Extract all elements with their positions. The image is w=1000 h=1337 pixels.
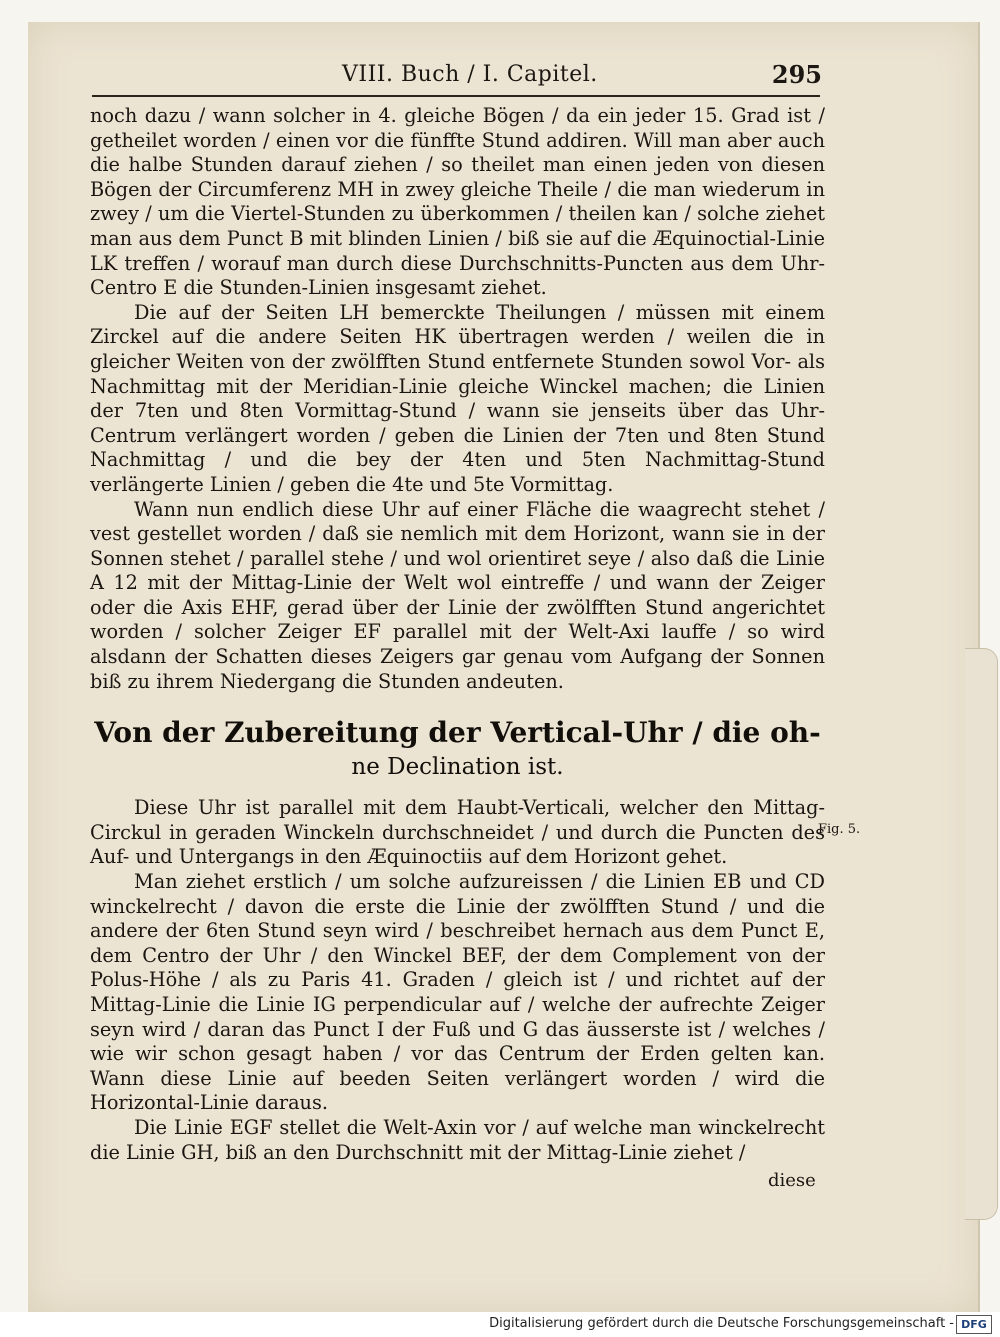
section-heading-line2: ne Declination ist.: [351, 754, 564, 781]
page-header: [92, 58, 822, 92]
paragraph: Man ziehet erstlich / um solche aufzureissen / die Linien EB und CD winckelrecht / davon die erste die Linie der zwölfften Stund / und die andere der 6ten Stund seyn wird / beschreibet hernach aus dem Punct E, dem Centro der Uhr / den Winckel BEF, der dem Complement von der Polus-Höhe / als zu Paris 41. Graden / gleich ist / und richtet auf der Mittag-Linie die Linie IG perpendicular auf / welche der aufrechte Zeiger seyn wird / daran das Punct I der Fuß und G das äusserste ist / welches / wie wir schon gesagt haben / vor das Centrum der Erden gelten kan. Wann diese Linie auf beeden Seiten verlängert worden / wird die Horizontal-Linie daraus.: [90, 870, 825, 1115]
section-body: [90, 796, 825, 1165]
footer-bar: [0, 1312, 1000, 1337]
section-heading: [90, 716, 825, 784]
paragraph: Die Linie EGF stellet die Welt-Axin vor / auf welche man winckelrecht die Linie GH, biß an den Durchschnitt mit der Mittag-Linie ziehet /: [90, 1115, 825, 1164]
paragraph: Die auf der Seiten LH bemerckte Theilungen / müssen mit einem Zirckel auf die andere Seiten HK übertragen werden / weilen die in gleicher Weiten von der zwölfften Stund entfernete Stunden sowol Vor- als Nachmittag mit der Meridian-Linie gleiche Winckel machen; die Linien der 7ten und 8ten Vormittag-Stund / wann sie jenseits über das Uhr-Centrum verlängert worden / geben die Linien der 7ten und 8ten Stund Nachmittag / und die bey der 4ten und 5ten Nachmittag-Stund verlängerte Linien / geben die 4te und 5te Vormittag.: [90, 300, 825, 496]
main-text: [90, 104, 825, 1165]
running-head: VIII. Buch / I. Capitel.: [342, 62, 598, 87]
margin-note: Fig. 5.: [818, 822, 861, 837]
page-number: 295: [771, 60, 822, 89]
section-heading-line1: Von der Zubereitung der Vertical-Uhr / die oh-: [94, 716, 821, 750]
dfg-logo: DFG: [956, 1315, 992, 1334]
header-rule: [92, 95, 820, 97]
footer-text: Digitalisierung gefördert durch die Deutsche Forschungsgemeinschaft -: [489, 1316, 954, 1331]
paragraph: Wann nun endlich diese Uhr auf einer Fläche die waagrecht stehet / vest gestellet worden / daß sie nemlich mit dem Horizont, wann sie in der Sonnen stehet / parallel stehe / und wol orientiret seye / also daß die Linie A 12 mit der Mittag-Linie der Welt wol eintreffe / und wann der Zeiger oder die Axis EHF, gerad über der Linie der zwölfften Stund angerichtet worden / solcher Zeiger EF parallel mit der Welt-Axi lauffe / so wird alsdann der Schatten dieses Zeigers gar genau vom Aufgang der Sonnen biß zu ihrem Niedergang die Stunden andeuten.: [90, 497, 825, 693]
paragraph: noch dazu / wann solcher in 4. gleiche Bögen / da ein jeder 15. Grad ist / getheilet worden / einen vor die fünffte Stund addiren. Will man aber auch die halbe Stunden darauf ziehen / so theilet man einen jeden von diesen Bögen der Circumferenz MH in zwey gleiche Theile / die man wiederum in zwey / um die Viertel-Stunden zu überkommen / theilen kan / solche ziehet man aus dem Punct B mit blinden Linien / biß sie auf die Æquinoctial-Linie LK treffen / worauf man durch diese Durchschnitts-Puncten aus dem Uhr-Centro E die Stunden-Linien insgesamt ziehet.: [90, 104, 825, 300]
catchword: diese: [768, 1170, 816, 1191]
adjacent-page-edge: [965, 648, 998, 1220]
paragraph: Diese Uhr ist parallel mit dem Haubt-Verticali, welcher den Mittag-Circkul in geraden Winckeln durchschneidet / und durch die Puncten des Auf- und Untergangs in den Æquinoctiis auf dem Horizont gehet.: [90, 796, 825, 869]
